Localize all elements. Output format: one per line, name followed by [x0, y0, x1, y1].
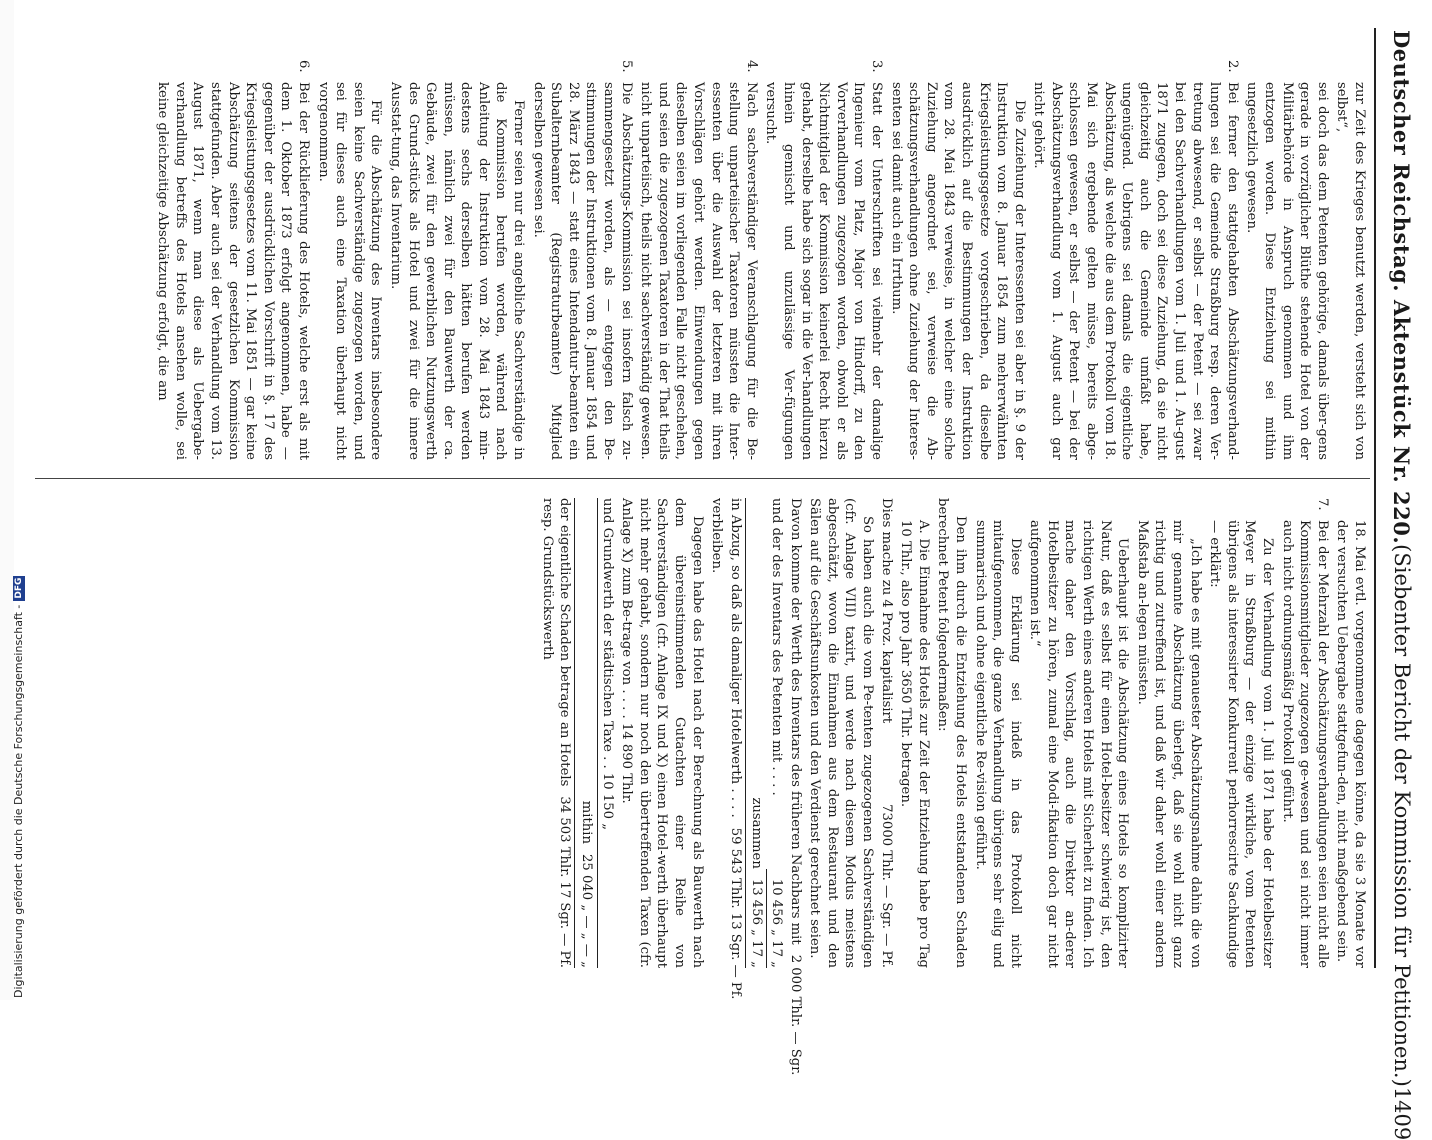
- calc-value: 2 000 Thlr. — Sgr.: [787, 954, 803, 1076]
- page-number: 1409: [1390, 1086, 1414, 1140]
- running-header: [1380, 30, 1424, 1140]
- calc-label: der eigentliche Schaden betrage an Hotels resp. Grundstückswerth: [539, 498, 573, 787]
- paragraph: Für die Abschätzung des Inventars insbesondere seien keine Sachverständige zugezogen worden, und sei für dieses auch eine Taxation überhaupt nicht vorgenommen.: [315, 82, 384, 460]
- calc-row: [726, 498, 746, 1000]
- calc-label: in Abzug, so daß als damaliger Hotelwerth . . . .: [727, 498, 743, 818]
- calc-label: zusammen: [749, 797, 765, 869]
- calc-label: Davon komme der Werth des Inventars des früheren Nachbars mit: [787, 498, 803, 945]
- item-text: Statt der Unterschriften sei vielmehr der damalige Ingenieur vom Platz, Major von Hindorff, zu den Vorverhandlungen zugezogen worden, obwohl er als Nichtmitglied der Kommission keinerlei Recht hierzu gehabt, derselbe habe sich sogar in die Ver-handlungen hinein gemischt und unzulässige Ver-fügungen versucht.: [763, 82, 884, 460]
- calc-value: 13 456 „ 17 „: [749, 878, 765, 968]
- paragraph: und Grundwerth der städtischen Taxe . . 10 150 „: [597, 498, 616, 968]
- calc-row: [538, 498, 575, 968]
- item-number: 2.: [1224, 60, 1240, 73]
- calc-value: 59 543 Thlr. 13 Sgr. — Pf.: [727, 827, 743, 1000]
- quotation: Ueberhaupt ist die Abschätzung eines Hotels so komplizirter Natur, daß es selbst für einen Hotel-besitzer schwierig ist, den richtigen Werth eines anderen Hotels mit Sicherheit zu finden. Ich mache daher den Vorschlag, auch die Direktor an-derer Hotelbesitzer zu hören, zumal eine Modi-fikation doch gar nicht aufgenommen ist.“: [1027, 520, 1131, 968]
- column-divider: [35, 478, 1370, 479]
- calc-row: [877, 498, 895, 968]
- dfg-logo: DFG: [14, 577, 24, 599]
- list-item: [1030, 60, 1241, 460]
- calc-label: Dies mache zu 4 Proz. kapitalisirt: [878, 498, 894, 724]
- paragraph: Ferner seien nur drei angebliche Sachverständige in die Kommission berufen worden, während nach Anleitung der Instruktion vom 28. Mai 1843 min-destens sechs derselben hätten berufen werden müssen, nämlich zwei für den Bauwerth der ca. Gebäude, zwei für den gewerblichen Nutzungswerth des Grund-stücks als Hotel und zwei für die innere Ausstat-tung, das Inventarium.: [387, 82, 527, 460]
- item-number: 7.: [1314, 498, 1330, 511]
- calc-sum-row: [748, 498, 766, 968]
- item-number: 4.: [743, 60, 759, 73]
- calc-label: mithin: [579, 800, 595, 845]
- digitization-note-text: Digitalisierung gefördert durch die Deutsche Forschungsgemeinschaft -: [12, 604, 25, 998]
- item-text: Nach sachsverständiger Veranschlagung für die Be-stellung unparteiischer Taxatoren müssten die Inter-essenten über die Auswahl der letzteren mit ihren Vorschlägen gehört werden. Einwendungen gegen dieselben seien im vorliegenden Falle nicht geschehen, und seien die zugezogenen Taxatoren in der That theils nicht unparteiisch, theils nicht sachverständig gewesen.: [638, 82, 759, 460]
- header-reichstag: Deutscher Reichstag. Aktenstück Nr. 220.: [1389, 30, 1415, 545]
- header-report-title: (Siebenter Bericht der Kommission für Petitionen.): [1390, 544, 1414, 1087]
- calc-sum-row: [577, 498, 595, 968]
- item-text: Die Abschätzungs-Kommission sei insofern falsch zu-sammengesetzt worden, als — entgegen den Be-stimmungen der Instruktionen vom 8. Januar 1854 und 28. März 1843 — statt eines Intendantur-beamten ein Subalternbeamter (Registraturbeamter) Mitglied derselben gewesen sei.: [530, 82, 634, 460]
- section-a: A. Die Einnahme des Hotels zur Zeit der Entziehung habe pro Tag 10 Thlr., also pro Jahr 3650 Thlr. betragen.: [898, 520, 931, 968]
- list-item: [762, 60, 885, 460]
- paragraph: 18. Mai evtl. vorgenommene dagegen könne, da sie 3 Monate vor der versuchten Uebergabe stattgefun-den, nicht maßgebend sein.: [1334, 520, 1367, 968]
- paragraph: Dagegen habe das Hotel nach der Berechnung als Bauwerth nach dem übereinstimmenden Gutachten einer Reihe von Sachverständigen (cfr. Anlage IX und X) einen Hotel-werth überhaupt nicht mehr gehabt, sondern nur noch den übertreffenden Taxen (cfr. Anlage X) zum Be-trage von . . . . 14 890 Thlr.: [619, 498, 705, 968]
- item-text: Bei der Rücklieferung des Hotels, welche erst als mit dem 1. Oktober 1873 erfolgt angenommen, habe — gegenüber der ausdrücklichen Vorschrift in §. 17 des Kriegsleistungsgesetzes vom 11. Mai 1851 — gar keine Abschätzung seitens der gesetzlichen Kommission stattgefunden. Aber auch sei der Verhandlung vom 13. August 1871, wenn man diese als Uebergabe-verhandlung betreffs des Hotels ansehen wolle, sei keine gleichzeitige Abschätzung erfolgt, die am: [155, 82, 311, 460]
- document-page: [22, 0, 1432, 1140]
- list-item: [1278, 498, 1331, 968]
- paragraph: zur Zeit des Krieges benutzt werden, versteht sich von selbst“,: [1334, 82, 1367, 460]
- paragraph: sei doch das dem Petenten gehörige, damals über-gens gerade in vorzüglicher Blüthe stehende Hotel von der Militärbehörde in Anspruch genommen und ihm entzogen worden. Diese Entziehung sei mithin ungesetzlich gewesen.: [1244, 82, 1330, 460]
- header-rule: [1374, 28, 1376, 968]
- paragraph: So haben auch die vom Pe-tenten zugezogenen Sachverständigen (cfr. Anlage VIII) taxirt, und werde nach diesem Modus meistens abgeschätzt, wovon die Einnahmen aus dem Restaurant und den Sälen auf die Geschäftsunkosten und den Verdienst gerechnet seien.: [807, 498, 875, 968]
- paragraph: Den ihm durch die Entziehung des Hotels entstandenen Schaden berechnet Petent folgendermaßen:: [935, 498, 968, 968]
- calc-row: [786, 498, 804, 1076]
- left-column: [38, 60, 1368, 460]
- paragraph: Die Zuziehung der Interessenten sei aber in §. 9 der Instruktion vom 8. Januar 1854 zum mehrerwähnten Kriegsleistungsgesetze vorgeschrieben, da dieselbe ausdrücklich auf die Bestimmungen der Instruktion vom 28. Mai 1843 verweise, in welcher eine solche Zuziehung angeordnet sei, verweise die Ab-schätzungsverhandlungen ohne Zuziehung der Interes-senten sei damit auch ein Irrthum.: [888, 82, 1027, 460]
- item-number: 3.: [868, 60, 884, 73]
- calc-value: 10 456 „ 17 „: [766, 869, 785, 968]
- calc-row: [766, 498, 785, 968]
- item-number: 5.: [618, 60, 634, 73]
- calc-label: und der des Inventars des Petenten mit . . . .: [769, 498, 784, 796]
- item-number: 6.: [295, 60, 311, 73]
- item-text: Bei der Mehrzahl der Abschätzungsverhandlungen seien nicht alle Kommissionsmitglieder zugezogen ge-wesen und sei nicht immer auch nicht ordnungsmäßig Protokoll geführt.: [1279, 520, 1330, 968]
- calc-value: 25 040 „ — „ — „: [579, 854, 595, 968]
- list-item: [154, 60, 312, 460]
- list-item: [529, 60, 635, 460]
- calc-value: 34 503 Thlr. 17 Sgr. — Pf.: [557, 796, 573, 968]
- quotation: „Ich habe es mit genauester Abschätzungsnahme dahin die von mir genannte Abschätzung überlegt, daß sie wohl nicht ganz richtig und zutreffend ist, und daß wir daher wohl einer andern Maßstab an-legen müssten.: [1134, 520, 1203, 968]
- paragraph: verbleiben.: [709, 498, 725, 574]
- right-column: [38, 498, 1368, 1076]
- calc-value: 73000 Thlr. — Sgr. — Pf.: [878, 804, 894, 968]
- list-item: [637, 60, 760, 460]
- paragraph: Diese Erklärung sei indeß in das Protokoll nicht mitaufgenommen, die ganze Verhandlung übrigens sehr eilig und summarisch und ohne eigentliche Re-vision geführt.: [972, 520, 1023, 968]
- paragraph: Zu der Verhandlung vom 1. Juli 1871 habe der Hotelbesitzer Meyer in Straßburg — der einzige wirkliche, vom Petenten übrigens als interessirter Konkurrent perhorrescirte Sachkundige — erklärt:: [1207, 520, 1276, 968]
- item-text: Bei ferner den stattgehabten Abschätzungsverhand-lungen sei die Gemeinde Straßburg resp. deren Ver-tretung abwesend, er selbst — der Petent — sei zwar bei den Sachverhandlungen vom 1. Juli und 1. Au-gust 1871 zugegen, doch sei diese Zuziehung, da sie nicht gleichzeitig auch die Gemeinde umfaßt habe, ungenügend. Uebrigens sei damals die eigentliche Abschätzung, als welche die aus dem Protokoll vom 18. Mai sich ergebende gelten müsse, bereits abge-schlossen gewesen, er selbst — der Petent — bei der Abschätzungsverhandlung vom 1. August auch gar nicht gehört.: [1031, 82, 1240, 460]
